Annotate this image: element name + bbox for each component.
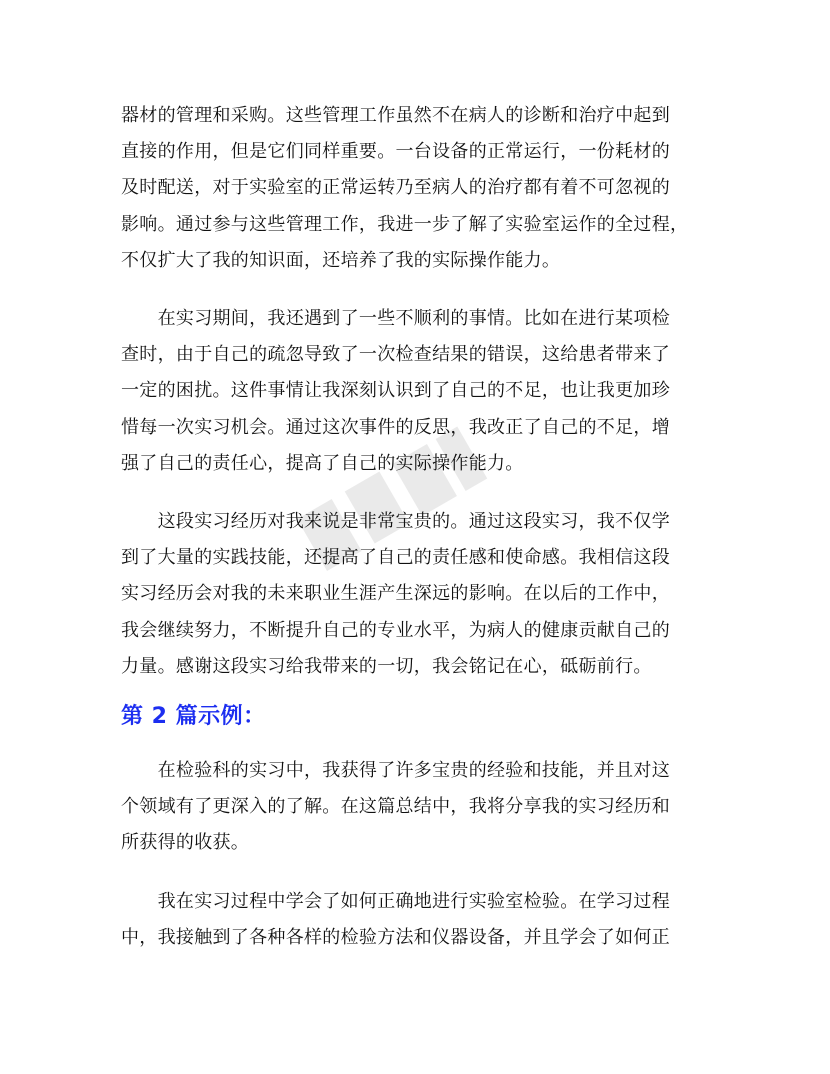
text-line: 一定的困扰。这件事情让我深刻认识到了自己的不足，也让我更加珍 bbox=[121, 380, 670, 402]
paragraph-1 bbox=[121, 98, 721, 279]
text-line: 在实习期间，我还遇到了一些不顺利的事情。比如在进行某项检 bbox=[121, 308, 670, 330]
text-line: 惜每一次实习机会。通过这次事件的反思，我改正了自己的不足，增 bbox=[121, 416, 670, 438]
paragraph-2 bbox=[121, 301, 721, 482]
text-line: 查时，由于自己的疏忽导致了一次检查结果的错误，这给患者带来了 bbox=[121, 344, 670, 366]
text-line: 在检验科的实习中，我获得了许多宝贵的经验和技能，并且对这 bbox=[121, 760, 670, 782]
text-line: 实习经历会对我的未来职业生涯产生深远的影响。在以后的工作中， bbox=[121, 583, 670, 605]
text-line: 个领域有了更深入的了解。在这篇总结中，我将分享我的实习经历和 bbox=[121, 796, 670, 818]
text-line: 力量。感谢这段实习给我带来的一切，我会铭记在心，砥砺前行。 bbox=[121, 655, 652, 677]
text-line: 影响。通过参与这些管理工作，我进一步了解了实验室运作的全过程， bbox=[121, 213, 689, 235]
text-line: 我会继续努力，不断提升自己的专业水平，为病人的健康贡献自己的 bbox=[121, 619, 670, 641]
text-line: 所获得的收获。 bbox=[121, 832, 250, 854]
paragraph-5 bbox=[121, 884, 721, 956]
text-line: 这段实习经历对我来说是非常宝贵的。通过这段实习，我不仅学 bbox=[121, 511, 670, 533]
text-line: 直接的作用，但是它们同样重要。一台设备的正常运行，一份耗材的 bbox=[121, 141, 670, 163]
text-line: 不仅扩大了我的知识面，还培养了我的实际操作能力。 bbox=[121, 249, 561, 271]
text-line: 我在实习过程中学会了如何正确地进行实验室检验。在学习过程 bbox=[121, 890, 670, 912]
text-line: 中，我接触到了各种各样的检验方法和仪器设备，并且学会了如何正 bbox=[121, 926, 670, 948]
text-line: 到了大量的实践技能，还提高了自己的责任感和使命感。我相信这段 bbox=[121, 547, 670, 569]
text-line: 及时配送，对于实验室的正常运转乃至病人的治疗都有着不可忽视的 bbox=[121, 177, 670, 199]
text-line: 器材的管理和采购。这些管理工作虽然不在病人的诊断和治疗中起到 bbox=[121, 105, 670, 126]
paragraph-3 bbox=[121, 504, 721, 685]
section-heading: 第 2 篇示例： bbox=[121, 704, 266, 730]
paragraph-4 bbox=[121, 753, 721, 862]
document-body bbox=[121, 98, 721, 956]
text-line: 强了自己的责任心，提高了自己的实际操作能力。 bbox=[121, 452, 524, 474]
